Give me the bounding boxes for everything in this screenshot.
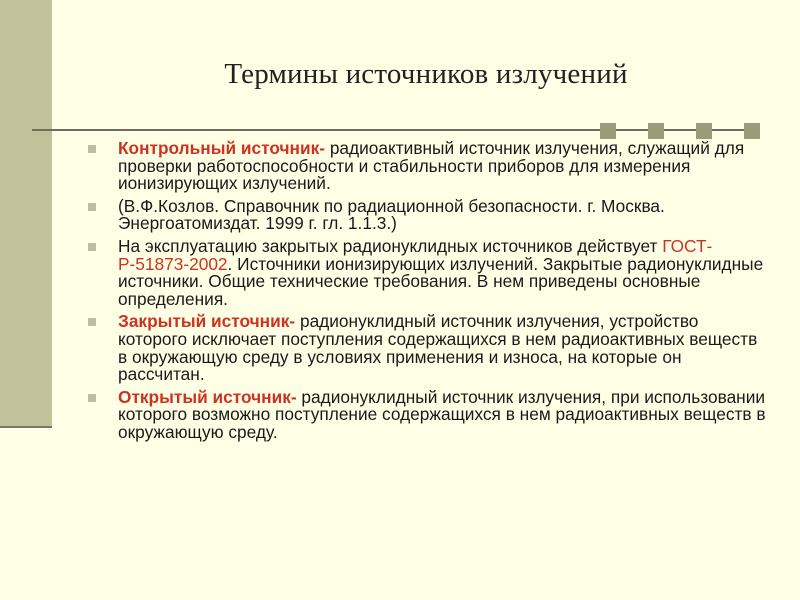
decorative-square (600, 123, 616, 139)
reference-text: (В.Ф.Козлов. Справочник по радиационной безопасности. г. Москва. Энергоатомиздат. 1999 г. гл. 1.1.3.) (118, 195, 665, 234)
decorative-square (648, 123, 664, 139)
definition-text: радионуклидный источник излучения, при использовании которого возможно поступление содержащихся в нем радиоактивных веществ в окружающую среду. (118, 386, 766, 442)
term-control-source: Контрольный источник- (118, 138, 326, 158)
bullet-list (88, 140, 768, 447)
square-bullet-icon (88, 145, 96, 153)
left-band-divider (0, 426, 52, 428)
square-bullet-icon (88, 318, 96, 326)
bullet-item-closed-source (88, 313, 768, 383)
gost-standard-link[interactable]: ГОСТ-Р-51873-2002 (118, 235, 713, 274)
term-open-source: Открытый источник- (118, 386, 297, 407)
left-decorative-band (0, 0, 52, 428)
bullet-item-reference (88, 195, 768, 234)
decorative-square (696, 123, 712, 139)
gost-intro-text: На эксплуатацию закрытых радионуклидных источников действует (118, 235, 663, 256)
square-bullet-icon (88, 394, 96, 402)
square-bullet-icon (88, 203, 96, 211)
decorative-square (744, 123, 760, 139)
definition-text: радионуклидный источник излучения, устройство которого исключает поступления содержащихся в нем радиоактивных веществ в окружающую среду в условиях применения и износа, на которые он рассчитан. (118, 311, 758, 385)
term-closed-source: Закрытый источник- (118, 311, 296, 332)
slide-title: Термины источников излучений (224, 58, 628, 90)
definition-text: радиоактивный источник излучения, служащий для проверки работоспособности и стабильности приборов для измерения ионизирующих излучений. (118, 138, 745, 194)
gost-description-text: . Источники ионизирующих излучений. Закрытые радионуклидные источники. Общие технические требования. В нем приведены основные определения. (118, 253, 764, 309)
bullet-item-control-source (88, 140, 768, 193)
bullet-item-open-source (88, 386, 768, 442)
square-bullet-icon (88, 243, 96, 251)
bullet-item-gost (88, 235, 768, 309)
